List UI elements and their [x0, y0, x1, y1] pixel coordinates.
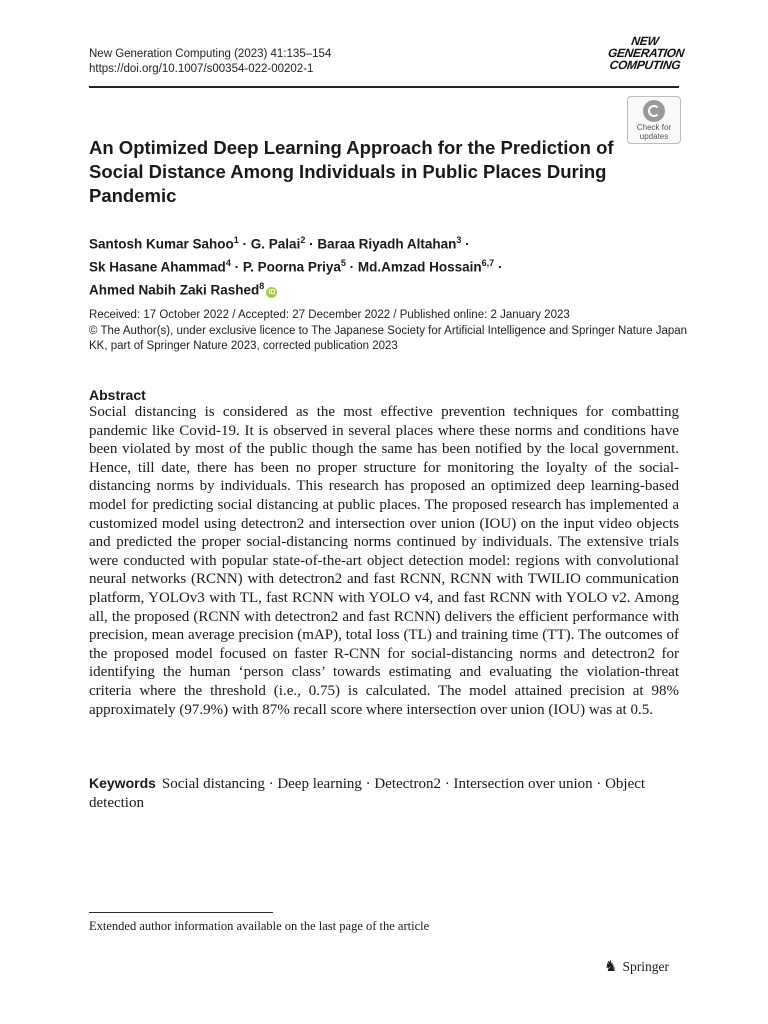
author-separator: · [345, 259, 358, 275]
author-affiliation: 1 [233, 235, 239, 245]
doi-link[interactable]: https://doi.org/10.1007/s00354-022-00202-1 [89, 63, 314, 75]
check-updates-label: updates [639, 132, 669, 141]
keywords-list: Social distancing · Deep learning · Detectron2 · Intersection over union · Object detection [89, 776, 646, 811]
author-name[interactable]: Baraa Riyadh Altahan [317, 236, 457, 252]
author-name[interactable]: Sk Hasane Ahammad [89, 259, 226, 275]
article-title: An Optimized Deep Learning Approach for the Prediction of Social Distance Among Individuals in Public Places During Pandemic [89, 137, 614, 206]
publisher-mark [604, 959, 669, 975]
author-affiliation: 6,7 [481, 258, 495, 268]
keywords-label: Keywords [89, 775, 156, 791]
author-name[interactable]: Ahmed Nabih Zaki Rashed [89, 282, 260, 298]
header-rule [89, 86, 679, 88]
author-separator: · [238, 236, 251, 252]
journal-citation: New Generation Computing (2023) 41:135–154 [89, 48, 332, 60]
abstract-heading: Abstract [89, 387, 146, 403]
author-name[interactable]: Santosh Kumar Sahoo [89, 236, 234, 252]
publication-dates: Received: 17 October 2022 / Accepted: 27 December 2022 / Published online: 2 January 2023 [89, 309, 570, 321]
author-separator: · [305, 236, 318, 252]
journal-header-info [89, 47, 331, 77]
abstract-body: Social distancing is considered as the most effective prevention techniques for combatting pandemic like Covid-19. It is observed in several places where these norms and conditions have been violated by most of the public though the same has been notified by the local government. Hence, till date, there has been no proper structure for monitoring the loyalty of the social-distancing norms by individuals. This research has proposed an optimized deep learning-based model for predicting social distancing at public places. The proposed research has implemented a customized model using detectron2 and intersection over union (IOU) on the input video objects and predicted the proper social-distancing norms continued by individuals. The extensive trials were conducted with popular state-of-the-art object detection model: regions with convolutional neural networks (RCNN) with detectron2 and fast RCNN, RCNN with TWILIO communication platform, YOLOv3 with TL, fast RCNN with YOLO v4, and fast RCNN with YOLO v2. Among all, the proposed (RCNN with detectron2 and fast RCNN) delivers the efficient performance with precision, mean average precision (mAP), total loss (TL) and training time (TT). The outcomes of the proposed model focused on faster R-CNN for social-distancing norms and detectron2 for identifying the human ‘person class’ towards estimating and evaluating the violation-threat criteria where the threshold (i.e., 0.75) is calculated. The model attained precision at 98% approximately (97.9%) with 87% recall score where intersection over union (IOU) was at 0.5. [89, 404, 679, 718]
author-separator: · [494, 259, 503, 275]
author-affiliation: 2 [300, 235, 306, 245]
author-list [89, 231, 649, 300]
author-name[interactable]: P. Poorna Priya [242, 259, 341, 275]
author-separator: · [230, 259, 243, 275]
keywords-section [89, 774, 679, 813]
publication-info [89, 308, 689, 355]
copyright-notice: © The Author(s), under exclusive licence to The Japanese Society for Artificial Intelligence and Springer Nature Japan KK, part of Springer Nature 2023, corrected publication 2023 [89, 324, 688, 352]
author-affiliation: 5 [340, 258, 346, 268]
author-separator: · [461, 236, 470, 252]
orcid-icon[interactable]: iD [268, 288, 276, 296]
journal-logo-line: GENERATION [607, 46, 686, 60]
journal-logo [607, 34, 686, 72]
check-updates-label: Check for [636, 123, 672, 132]
author-affiliation: 4 [225, 258, 231, 268]
footnote: Extended author information available on the last page of the article [89, 919, 430, 933]
author-name[interactable]: Md.Amzad Hossain [357, 259, 482, 275]
journal-logo-line: NEW [630, 34, 660, 48]
check-updates-icon [643, 100, 665, 122]
author-affiliation: 8 [259, 281, 265, 291]
author-affiliation: 3 [456, 235, 462, 245]
footnote-divider [89, 912, 273, 913]
publisher-name: Springer [622, 959, 669, 974]
journal-logo-line: COMPUTING [608, 58, 682, 72]
author-name[interactable]: G. Palai [250, 236, 301, 252]
check-for-updates-button[interactable] [627, 96, 681, 144]
springer-horse-icon: ♞ [604, 958, 618, 975]
